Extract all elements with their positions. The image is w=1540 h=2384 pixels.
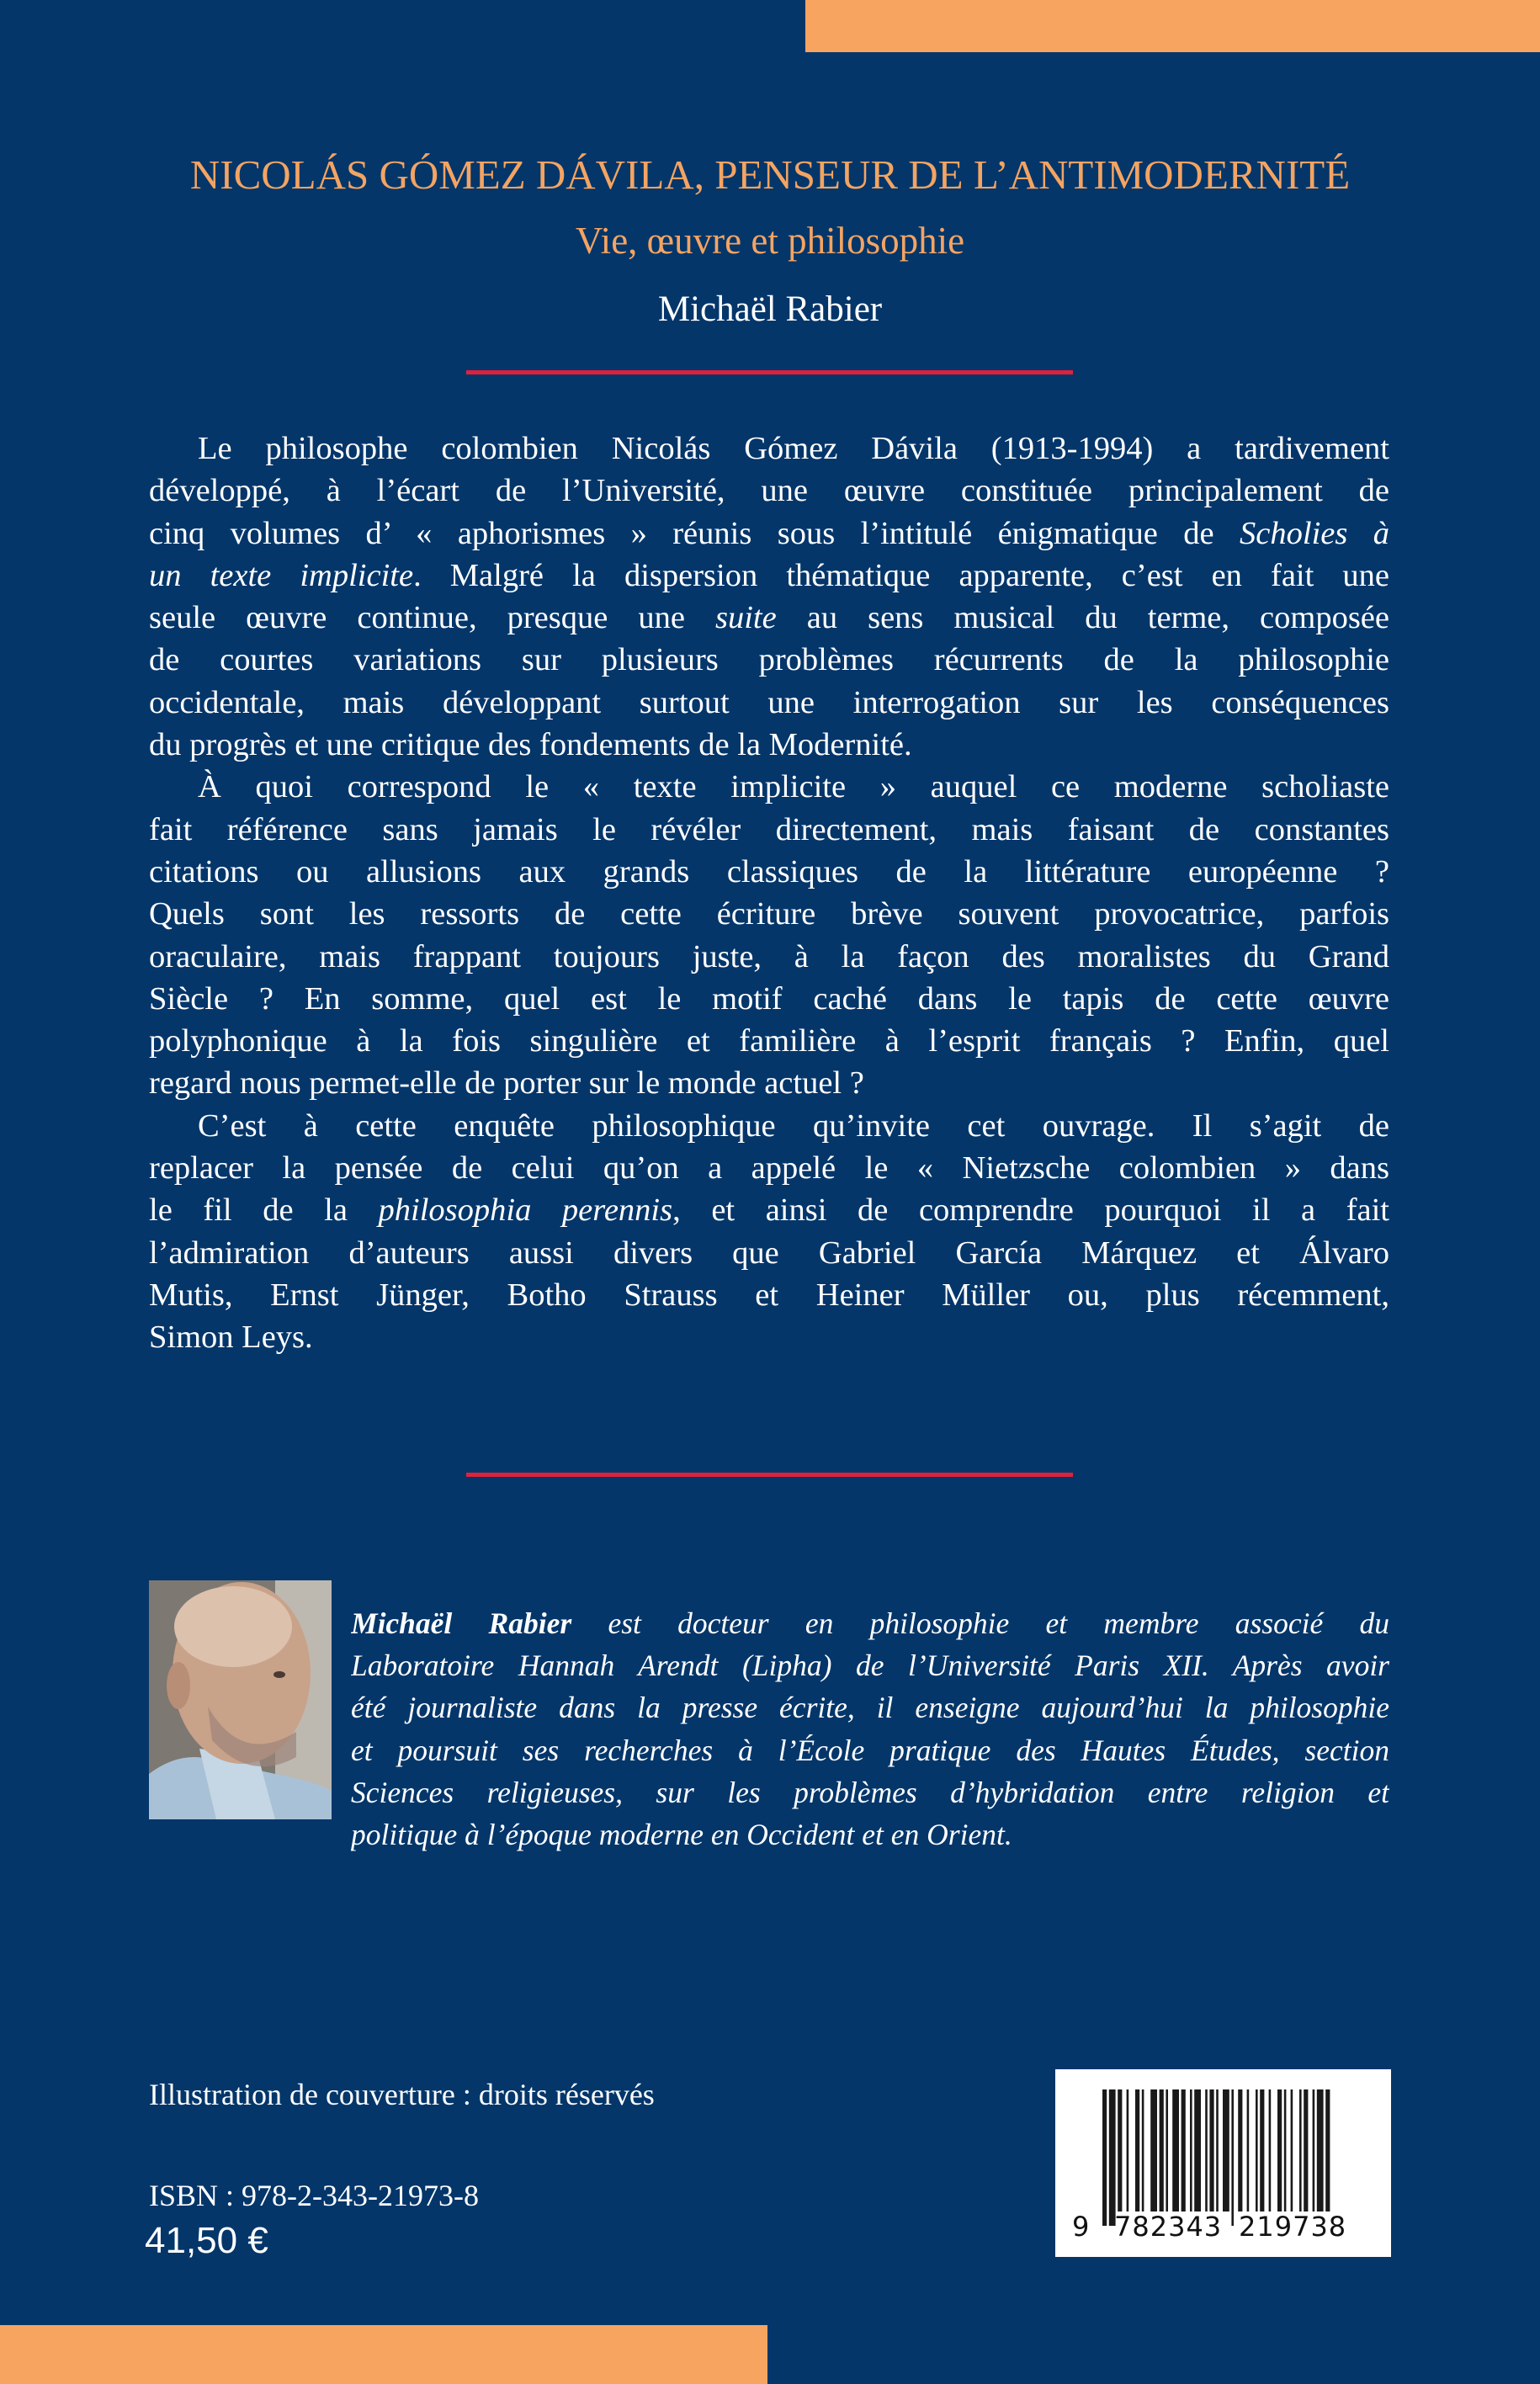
text-segment: est docteur en philosophie et membre associé du bbox=[571, 1606, 1389, 1640]
barcode-bar bbox=[1190, 2089, 1192, 2211]
barcode-bar bbox=[1109, 2089, 1116, 2226]
text-line bbox=[149, 512, 1389, 555]
divider-bottom bbox=[466, 1473, 1073, 1477]
text-segment: À quoi correspond le « texte implicite » auquel ce moderne scholiaste bbox=[198, 769, 1389, 805]
text-line bbox=[149, 1105, 1389, 1147]
barcode-bar bbox=[1325, 2089, 1330, 2211]
barcode-bar bbox=[1118, 2089, 1122, 2211]
text-line bbox=[149, 597, 1389, 639]
barcode-bar bbox=[1209, 2089, 1213, 2211]
text-segment: seule œuvre continue, presque une bbox=[149, 600, 715, 636]
text-line bbox=[351, 1771, 1389, 1813]
barcode-digit-first: 9 bbox=[1072, 2211, 1090, 2243]
text-line bbox=[351, 1813, 1389, 1856]
text-segment: Laboratoire Hannah Arendt (Lipha) de l’Université Paris XII. Après avoir bbox=[351, 1649, 1389, 1683]
text-line bbox=[149, 470, 1389, 512]
text-line bbox=[149, 639, 1389, 681]
text-line bbox=[149, 1147, 1389, 1189]
text-segment: occidentale, mais développant surtout une interrogation sur les conséquences bbox=[149, 684, 1389, 720]
italic-text: suite bbox=[714, 600, 777, 636]
text-line bbox=[149, 724, 1389, 766]
text-segment: Quels sont les ressorts de cette écriture brève souvent provocatrice, parfois bbox=[149, 896, 1389, 932]
barcode-bar bbox=[1166, 2089, 1168, 2211]
barcode-bar bbox=[1313, 2089, 1315, 2211]
text-segment: au sens musical du terme, composée bbox=[776, 600, 1389, 636]
illustration-credit: Illustration de couverture : droits réservés bbox=[149, 2078, 655, 2111]
text-segment: regard nous permet-elle de porter sur le monde actuel ? bbox=[149, 1065, 864, 1102]
text-line bbox=[149, 809, 1389, 851]
text-line bbox=[149, 1316, 1389, 1358]
text-segment: Siècle ? En somme, quel est le motif caché dans le tapis de cette œuvre bbox=[149, 980, 1389, 1017]
divider-top bbox=[466, 370, 1073, 374]
barcode-bar bbox=[1205, 2089, 1208, 2211]
barcode-bar bbox=[1194, 2089, 1201, 2211]
text-line bbox=[149, 936, 1389, 978]
top-orange-band bbox=[805, 0, 1540, 52]
barcode-bar bbox=[1277, 2089, 1282, 2211]
italic-text: Scholies à bbox=[1240, 515, 1389, 551]
text-segment: Le philosophe colombien Nicolás Gómez Dávila (1913-1994) a tardivement bbox=[198, 431, 1389, 466]
text-line bbox=[149, 682, 1389, 724]
text-segment: été journaliste dans la presse écrite, il enseigne aujourd’hui la philosophie bbox=[351, 1691, 1389, 1725]
barcode-bar bbox=[1284, 2089, 1287, 2211]
text-segment: replacer la pensée de celui qu’on a appelé le « Nietzsche colombien » dans bbox=[149, 1150, 1389, 1187]
text-line bbox=[149, 1062, 1389, 1104]
barcode-bar bbox=[1231, 2089, 1234, 2226]
text-line bbox=[351, 1729, 1389, 1771]
author-name-bold: Michaël Rabier bbox=[351, 1606, 572, 1640]
text-segment: citations ou allusions aux grands classiques de la littérature européenne ? bbox=[149, 853, 1389, 889]
barcode-bar bbox=[1291, 2089, 1293, 2211]
text-line bbox=[149, 1232, 1389, 1274]
barcode-bar bbox=[1304, 2089, 1308, 2211]
text-segment: de courtes variations sur plusieurs problèmes récurrents de la philosophie bbox=[149, 642, 1389, 678]
text-segment: politique à l’époque moderne en Occident et en Orient. bbox=[351, 1817, 1012, 1851]
text-line bbox=[149, 978, 1389, 1020]
text-segment: C’est à cette enquête philosophique qu’invite cet ouvrage. Il s’agit de bbox=[198, 1107, 1389, 1144]
bottom-orange-band bbox=[0, 2325, 767, 2384]
barcode-bar bbox=[1135, 2089, 1139, 2211]
text-segment: . Malgré la dispersion thématique apparente, c’est en fait une bbox=[413, 557, 1389, 593]
text-segment: le fil de la bbox=[149, 1192, 379, 1229]
text-line bbox=[149, 1274, 1389, 1316]
text-segment: cinq volumes d’ « aphorismes » réunis sous l’intitulé énigmatique de bbox=[149, 515, 1240, 551]
barcode-bar bbox=[1172, 2089, 1179, 2211]
author-photo bbox=[149, 1580, 332, 1819]
author-name: Michaël Rabier bbox=[657, 289, 883, 329]
text-line bbox=[351, 1644, 1389, 1686]
text-line bbox=[149, 1189, 1389, 1231]
barcode-bar bbox=[1299, 2089, 1302, 2211]
barcode-digits-left: 782343 bbox=[1114, 2211, 1223, 2243]
text-segment: , et ainsi de comprendre pourquoi il a fait bbox=[672, 1192, 1389, 1229]
text-line bbox=[149, 427, 1389, 470]
barcode-bar bbox=[1260, 2089, 1264, 2211]
text-line bbox=[351, 1602, 1389, 1644]
text-line bbox=[351, 1686, 1389, 1728]
text-segment: oraculaire, mais frappant toujours juste, à la façon des moralistes du Grand bbox=[149, 938, 1389, 974]
barcode-bar bbox=[1317, 2089, 1324, 2211]
barcode-bar bbox=[1247, 2089, 1250, 2211]
barcode-bar bbox=[1238, 2089, 1242, 2211]
text-segment: et poursuit ses recherches à l’École pratique des Hautes Études, section bbox=[351, 1733, 1389, 1767]
barcode-bar bbox=[1102, 2089, 1107, 2226]
price: 41,50 € bbox=[145, 2220, 268, 2261]
barcode-bar bbox=[1127, 2089, 1129, 2211]
book-subtitle: Vie, œuvre et philosophie bbox=[575, 220, 965, 262]
barcode-digits-right: 219738 bbox=[1239, 2211, 1347, 2243]
text-segment: développé, à l’écart de l’Université, une œuvre constituée principalement de bbox=[149, 473, 1389, 509]
italic-text: un texte implicite bbox=[149, 557, 414, 593]
summary-paragraph bbox=[149, 766, 1389, 1104]
barcode-bar bbox=[1182, 2089, 1186, 2211]
summary-paragraph bbox=[149, 427, 1389, 766]
back-cover-summary bbox=[149, 427, 1389, 1359]
isbn: ISBN : 978-2-343-21973-8 bbox=[149, 2179, 479, 2212]
barcode-bar bbox=[1160, 2089, 1164, 2211]
text-segment: fait référence sans jamais le révéler directement, mais faisant de constantes bbox=[149, 811, 1389, 847]
barcode-bar bbox=[1216, 2089, 1219, 2211]
barcode-bar bbox=[1223, 2089, 1229, 2211]
summary-paragraph bbox=[149, 1105, 1389, 1359]
text-segment: Sciences religieuses, sur les problèmes d’hybridation entre religion et bbox=[351, 1775, 1389, 1809]
text-line bbox=[149, 766, 1389, 808]
barcode-bar bbox=[1256, 2089, 1258, 2211]
barcode-bar bbox=[1269, 2089, 1272, 2211]
text-line bbox=[149, 893, 1389, 935]
text-segment: l’admiration d’auteurs aussi divers que Gabriel García Márquez et Álvaro bbox=[149, 1234, 1389, 1271]
barcode-bars bbox=[1055, 2069, 1391, 2257]
text-segment: du progrès et une critique des fondements de la Modernité. bbox=[149, 727, 912, 763]
text-line bbox=[149, 1020, 1389, 1062]
text-segment: Mutis, Ernst Jünger, Botho Strauss et Heiner Müller ou, plus récemment, bbox=[149, 1277, 1389, 1313]
barcode-bar bbox=[1142, 2089, 1144, 2211]
text-line bbox=[149, 555, 1389, 597]
barcode-bar bbox=[1150, 2089, 1157, 2211]
italic-text: philosophia perennis bbox=[378, 1192, 673, 1229]
text-segment: Simon Leys. bbox=[149, 1319, 313, 1356]
isbn-barcode bbox=[1055, 2069, 1391, 2257]
text-line bbox=[149, 851, 1389, 893]
author-biography bbox=[351, 1602, 1389, 1856]
book-title: NICOLÁS GÓMEZ DÁVILA, PENSEUR DE L’ANTIMODERNITÉ bbox=[189, 151, 1351, 198]
text-segment: polyphonique à la fois singulière et familière à l’esprit français ? Enfin, quel bbox=[149, 1023, 1389, 1059]
